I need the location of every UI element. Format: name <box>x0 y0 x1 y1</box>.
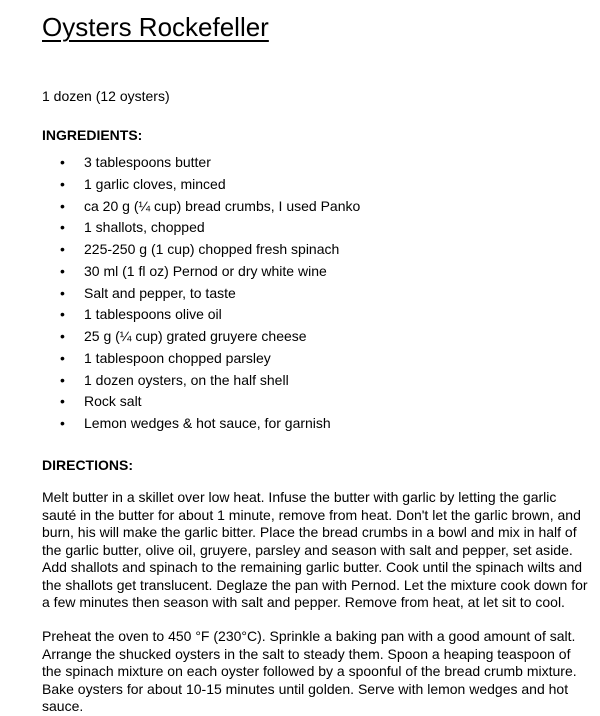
bullet-icon: • <box>60 154 65 170</box>
ingredient-text: ca 20 g (¼ cup) bread crumbs, I used Panko <box>84 197 361 214</box>
ingredient-text: 3 tablespoons butter <box>84 154 211 170</box>
bullet-icon: • <box>60 241 65 257</box>
ingredient-item <box>60 174 360 196</box>
bullet-icon: • <box>60 415 65 431</box>
bullet-icon: • <box>60 197 65 214</box>
bullet-icon: • <box>60 393 65 410</box>
ingredient-text: 25 g (¼ cup) grated gruyere cheese <box>84 328 307 344</box>
ingredient-item <box>60 413 360 435</box>
ingredient-text: 1 garlic cloves, minced <box>84 175 226 192</box>
bullet-icon: • <box>60 306 65 323</box>
bullet-icon: • <box>60 175 65 192</box>
ingredients-heading: INGREDIENTS: <box>42 127 143 143</box>
recipe-title: Oysters Rockefeller <box>42 12 269 42</box>
directions-paragraph: Add shallots and spinach to the remaining garlic butter. Cook until the spinach wilts and the shallots get translucent. Deglaze the pan with Pernod. Let the mixture cook down for a few minutes then season with salt and pepper. Remove from heat, at let sit to cool. <box>42 559 588 610</box>
directions-paragraph: Preheat the oven to 450 °F (230°C). Sprinkle a baking pan with a good amount of salt. Arrange the shucked oysters in the salt to steady them. Spoon a heaping teaspoon of the spinach mixture on each oyster followed by a spoonful of the bread crumb mixture. Bake oysters for about 10-15 minutes until golden. Serve with lemon wedges and hot sauce. <box>42 628 577 714</box>
bullet-icon: • <box>60 371 65 388</box>
ingredient-text: 1 tablespoon chopped parsley <box>84 349 271 366</box>
ingredient-text: 225-250 g (1 cup) chopped fresh spinach <box>84 241 340 257</box>
ingredient-text: Rock salt <box>84 393 142 410</box>
bullet-icon: • <box>60 328 65 344</box>
ingredients-list <box>60 152 360 435</box>
directions-paragraph: Melt butter in a skillet over low heat. Infuse the butter with garlic by letting the garlic sauté in the butter for about 1 minute, remove from heat. Don't let the garlic brown, and burn, his will make the garlic bitter. Place the bread crumbs in a bowl and mix in half of the garlic butter, olive oil, gruyere, parsley and season with salt and pepper, set aside. <box>42 489 581 558</box>
ingredient-item <box>60 304 360 326</box>
ingredient-item <box>60 370 360 392</box>
ingredient-item <box>60 283 360 305</box>
ingredient-item <box>60 217 360 239</box>
ingredient-item <box>60 348 360 370</box>
bullet-icon: • <box>60 284 65 301</box>
ingredient-text: 1 shallots, chopped <box>84 219 205 236</box>
ingredient-text: Salt and pepper, to taste <box>84 284 236 301</box>
ingredient-item <box>60 196 360 218</box>
bullet-icon: • <box>60 262 65 279</box>
bullet-icon: • <box>60 349 65 366</box>
directions-heading: DIRECTIONS: <box>42 457 133 473</box>
ingredient-text: 30 ml (1 fl oz) Pernod or dry white wine <box>84 262 327 279</box>
ingredient-item <box>60 326 360 348</box>
ingredient-item <box>60 261 360 283</box>
ingredient-text: 1 dozen oysters, on the half shell <box>84 371 289 388</box>
ingredient-item <box>60 239 360 261</box>
ingredient-text: Lemon wedges & hot sauce, for garnish <box>84 415 331 431</box>
ingredient-item <box>60 391 360 413</box>
recipe-yield: 1 dozen (12 oysters) <box>42 88 170 104</box>
ingredient-item <box>60 152 360 174</box>
bullet-icon: • <box>60 219 65 236</box>
ingredient-text: 1 tablespoons olive oil <box>84 306 222 323</box>
